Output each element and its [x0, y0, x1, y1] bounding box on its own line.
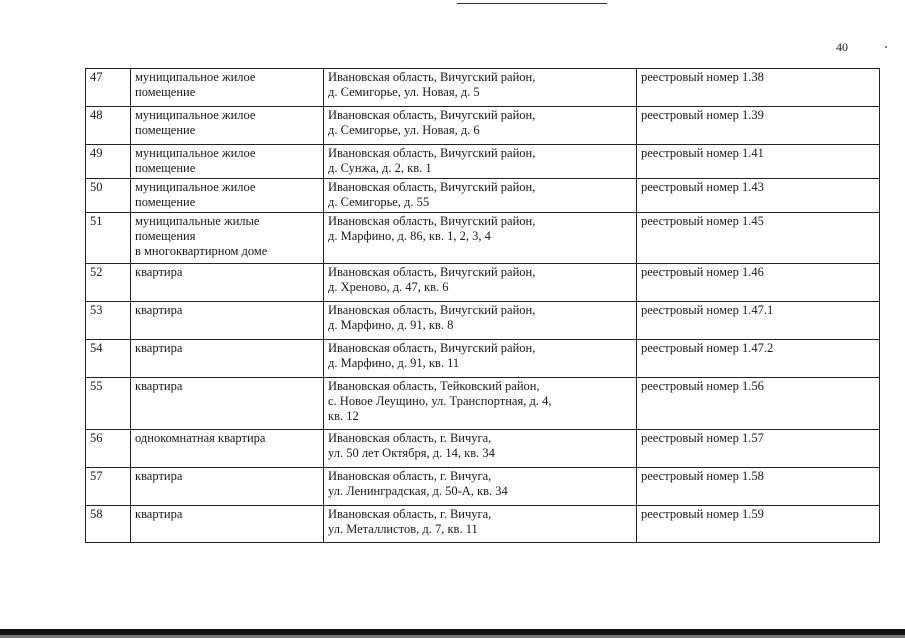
- address-cell-line: д. Семигорье, ул. Новая, д. 5: [328, 85, 480, 99]
- table-row: [86, 179, 880, 213]
- row-number-cell: 50: [86, 179, 131, 213]
- object-type-cell-line: помещение: [135, 195, 196, 209]
- address-cell-line: Ивановская область, Вичугский район,: [328, 303, 536, 317]
- registry-number-cell: реестровый номер 1.47.1: [637, 302, 880, 340]
- address-cell-line: д. Марфино, д. 91, кв. 11: [328, 356, 460, 370]
- object-type-cell-line: помещение: [135, 161, 196, 175]
- row-number-cell: 54: [86, 340, 131, 378]
- table-row: [86, 264, 880, 302]
- object-type-cell: [131, 340, 324, 378]
- registry-number-cell: реестровый номер 1.59: [637, 506, 880, 543]
- address-cell: [324, 107, 637, 145]
- address-cell: [324, 213, 637, 264]
- object-type-cell-line: однокомнатная квартира: [135, 431, 266, 445]
- registry-number-cell: реестровый номер 1.57: [637, 430, 880, 468]
- object-type-cell: [131, 302, 324, 340]
- object-type-cell-line: квартира: [135, 469, 183, 483]
- address-cell-line: ул. 50 лет Октября, д. 14, кв. 34: [328, 446, 495, 460]
- address-cell-line: д. Семигорье, ул. Новая, д. 6: [328, 123, 480, 137]
- registry-number-cell: реестровый номер 1.39: [637, 107, 880, 145]
- registry-number-cell: реестровый номер 1.45: [637, 213, 880, 264]
- object-type-cell: [131, 179, 324, 213]
- address-cell-line: Ивановская область, Вичугский район,: [328, 146, 536, 160]
- table-row: [86, 145, 880, 179]
- table-row: [86, 107, 880, 145]
- object-type-cell-line: квартира: [135, 265, 183, 279]
- address-cell-line: д. Семигорье, д. 55: [328, 195, 430, 209]
- object-type-cell-line: квартира: [135, 379, 183, 393]
- registry-number-cell: реестровый номер 1.46: [637, 264, 880, 302]
- row-number-cell: 49: [86, 145, 131, 179]
- top-rule: [457, 3, 607, 4]
- object-type-cell-line: помещение: [135, 85, 196, 99]
- object-type-cell-line: в многоквартирном доме: [135, 244, 268, 258]
- row-number-cell: 52: [86, 264, 131, 302]
- address-cell: [324, 340, 637, 378]
- address-cell-line: с. Новое Леущино, ул. Транспортная, д. 4,: [328, 394, 552, 408]
- object-type-cell-line: помещение: [135, 123, 196, 137]
- object-type-cell: [131, 506, 324, 543]
- registry-table: [85, 68, 880, 543]
- table-row: [86, 468, 880, 506]
- scan-edge-shadow: [0, 635, 905, 638]
- object-type-cell-line: квартира: [135, 507, 183, 521]
- address-cell: [324, 468, 637, 506]
- address-cell-line: ул. Ленинградская, д. 50-А, кв. 34: [328, 484, 508, 498]
- address-cell: [324, 145, 637, 179]
- address-cell-line: д. Хреново, д. 47, кв. 6: [328, 280, 449, 294]
- object-type-cell: [131, 145, 324, 179]
- object-type-cell: [131, 378, 324, 430]
- object-type-cell-line: квартира: [135, 303, 183, 317]
- object-type-cell-line: муниципальное жилое: [135, 180, 256, 194]
- row-number-cell: 48: [86, 107, 131, 145]
- row-number-cell: 51: [86, 213, 131, 264]
- object-type-cell-line: муниципальное жилое: [135, 108, 256, 122]
- address-cell-line: ул. Металлистов, д. 7, кв. 11: [328, 522, 478, 536]
- object-type-cell-line: муниципальное жилое: [135, 146, 256, 160]
- object-type-cell-line: муниципальные жилые: [135, 214, 260, 228]
- table-row: [86, 213, 880, 264]
- registry-number-cell: реестровый номер 1.41: [637, 145, 880, 179]
- table-row: [86, 506, 880, 543]
- row-number-cell: 57: [86, 468, 131, 506]
- registry-number-cell: реестровый номер 1.47.2: [637, 340, 880, 378]
- object-type-cell: [131, 264, 324, 302]
- object-type-cell-line: помещения: [135, 229, 196, 243]
- address-cell-line: Ивановская область, Вичугский район,: [328, 108, 536, 122]
- object-type-cell: [131, 213, 324, 264]
- table-row: [86, 378, 880, 430]
- address-cell-line: д. Сунжа, д. 2, кв. 1: [328, 161, 432, 175]
- address-cell-line: д. Марфино, д. 91, кв. 8: [328, 318, 454, 332]
- address-cell-line: Ивановская область, Вичугский район,: [328, 214, 536, 228]
- address-cell-line: Ивановская область, Тейковский район,: [328, 379, 540, 393]
- address-cell-line: Ивановская область, Вичугский район,: [328, 341, 536, 355]
- address-cell: [324, 378, 637, 430]
- table-row: [86, 430, 880, 468]
- table-row: [86, 302, 880, 340]
- object-type-cell: [131, 107, 324, 145]
- address-cell-line: Ивановская область, Вичугский район,: [328, 180, 536, 194]
- object-type-cell: [131, 430, 324, 468]
- address-cell-line: Ивановская область, г. Вичуга,: [328, 469, 492, 483]
- address-cell-line: кв. 12: [328, 409, 359, 423]
- address-cell-line: Ивановская область, Вичугский район,: [328, 70, 536, 84]
- row-number-cell: 55: [86, 378, 131, 430]
- address-cell: [324, 506, 637, 543]
- address-cell-line: д. Марфино, д. 86, кв. 1, 2, 3, 4: [328, 229, 491, 243]
- address-cell-line: Ивановская область, г. Вичуга,: [328, 431, 492, 445]
- scan-speck: [885, 46, 887, 48]
- table-row: [86, 69, 880, 107]
- address-cell-line: Ивановская область, Вичугский район,: [328, 265, 536, 279]
- object-type-cell-line: квартира: [135, 341, 183, 355]
- row-number-cell: 47: [86, 69, 131, 107]
- row-number-cell: 56: [86, 430, 131, 468]
- address-cell: [324, 430, 637, 468]
- object-type-cell: [131, 69, 324, 107]
- registry-table-body: [86, 69, 880, 543]
- object-type-cell-line: муниципальное жилое: [135, 70, 256, 84]
- registry-number-cell: реестровый номер 1.38: [637, 69, 880, 107]
- registry-number-cell: реестровый номер 1.56: [637, 378, 880, 430]
- row-number-cell: 58: [86, 506, 131, 543]
- address-cell: [324, 179, 637, 213]
- table-row: [86, 340, 880, 378]
- object-type-cell: [131, 468, 324, 506]
- address-cell: [324, 302, 637, 340]
- row-number-cell: 53: [86, 302, 131, 340]
- registry-number-cell: реестровый номер 1.58: [637, 468, 880, 506]
- page-number: 40: [836, 40, 848, 54]
- address-cell: [324, 69, 637, 107]
- address-cell-line: Ивановская область, г. Вичуга,: [328, 507, 492, 521]
- address-cell: [324, 264, 637, 302]
- registry-number-cell: реестровый номер 1.43: [637, 179, 880, 213]
